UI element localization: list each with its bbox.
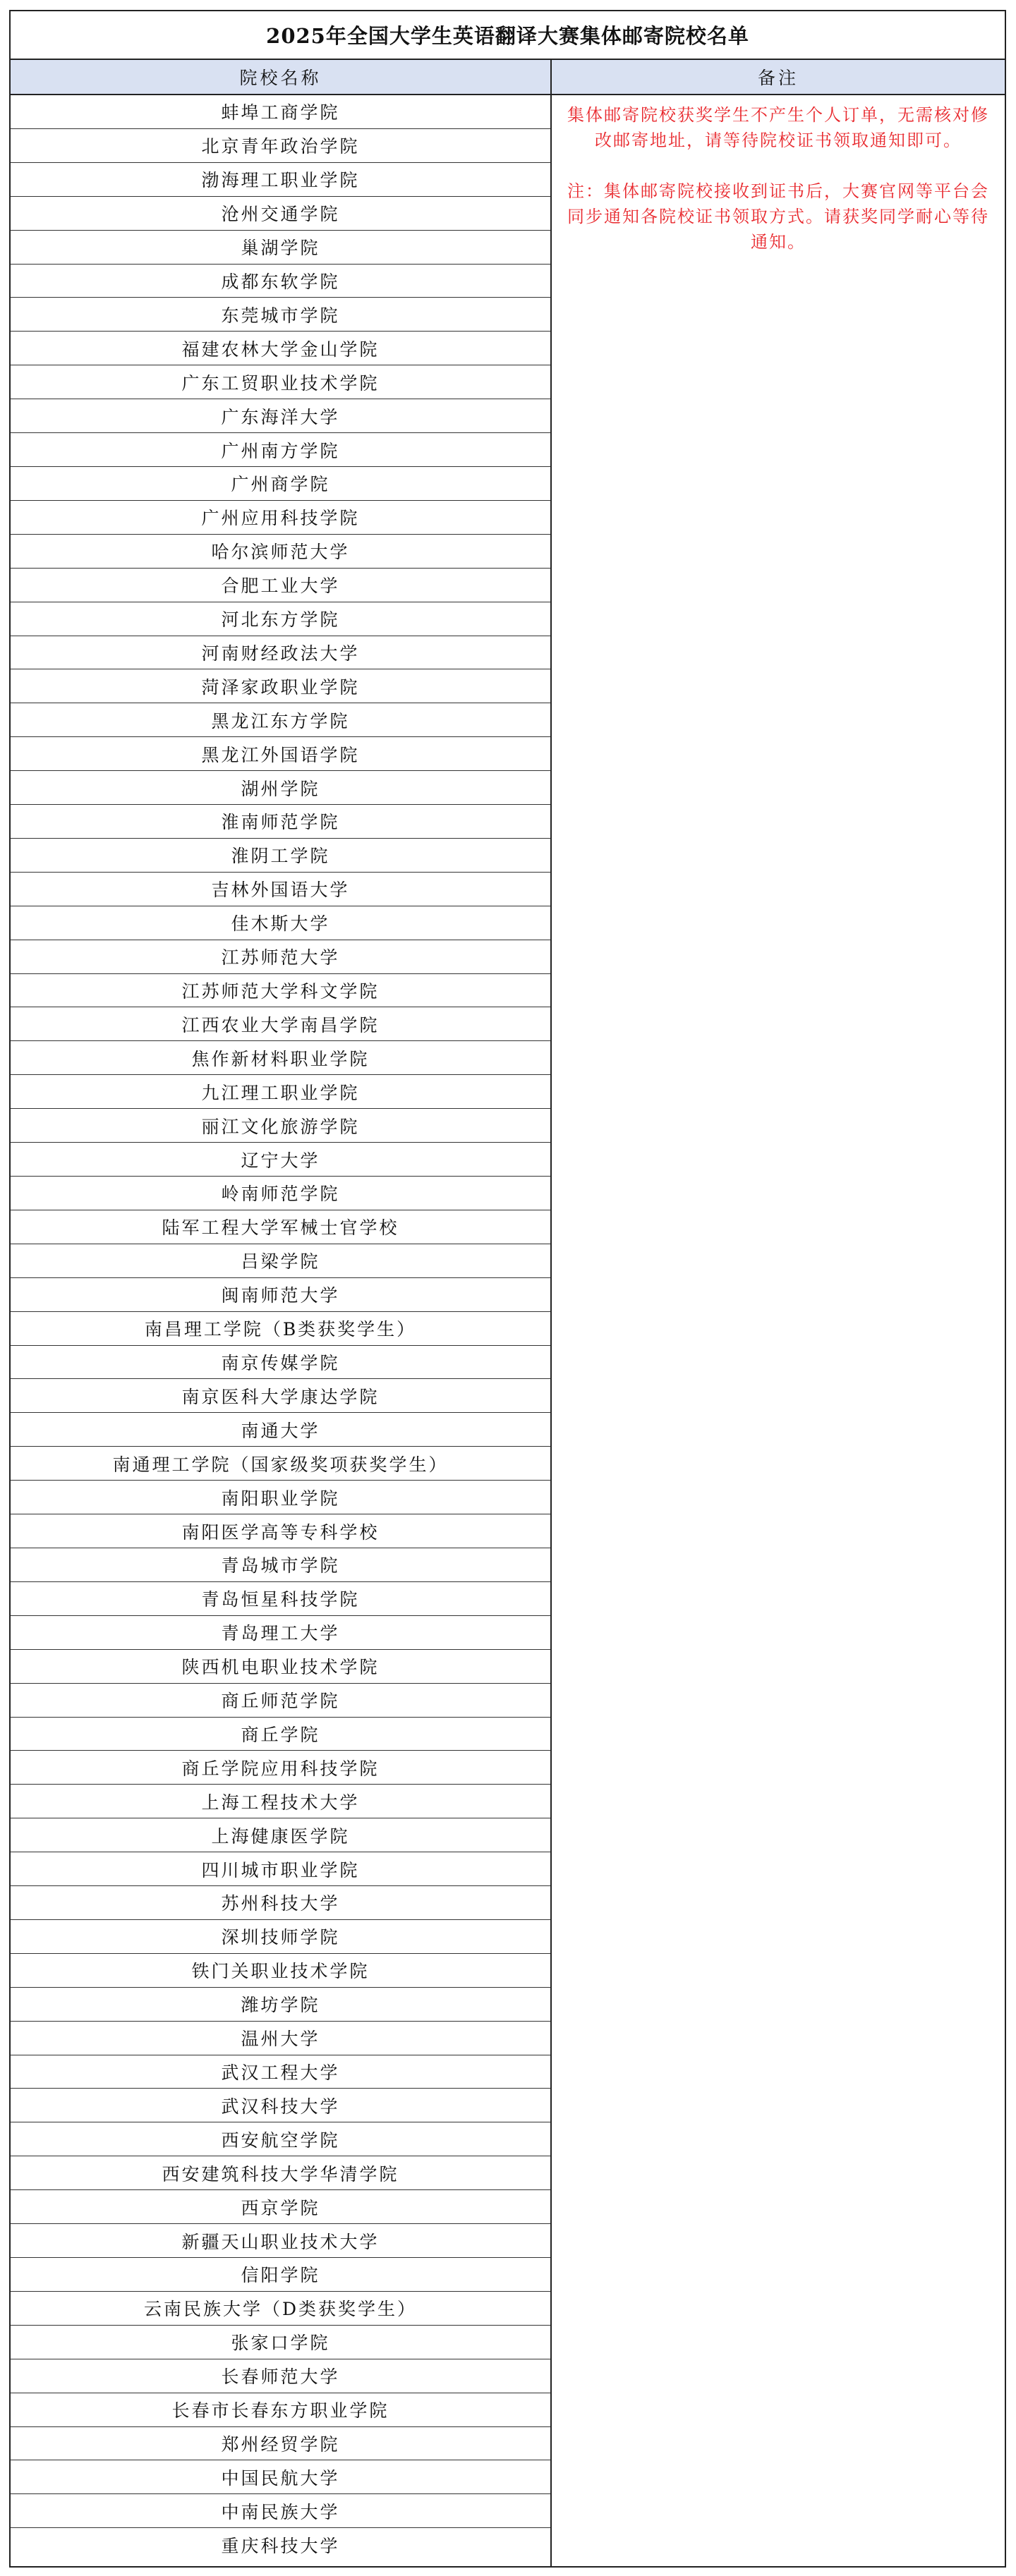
table-row: 南通理工学院（国家级奖项获奖学生） xyxy=(11,1447,550,1481)
table-row: 合肥工业大学 xyxy=(11,569,550,602)
table-row: 西京学院 xyxy=(11,2190,550,2224)
school-list-table xyxy=(9,10,1006,2568)
table-row: 南京传媒学院 xyxy=(11,1346,550,1380)
table-row: 长春市长春东方职业学院 xyxy=(11,2393,550,2427)
table-row: 北京青年政治学院 xyxy=(11,129,550,163)
table-row: 信阳学院 xyxy=(11,2258,550,2292)
table-row: 西安建筑科技大学华清学院 xyxy=(11,2156,550,2190)
table-row: 河南财经政法大学 xyxy=(11,636,550,670)
table-row: 陆军工程大学军械士官学校 xyxy=(11,1210,550,1244)
table-row: 巢湖学院 xyxy=(11,231,550,265)
table-row: 上海健康医学院 xyxy=(11,1818,550,1852)
table-row: 淮阴工学院 xyxy=(11,839,550,873)
table-row: 广州应用科技学院 xyxy=(11,501,550,535)
table-row: 黑龙江东方学院 xyxy=(11,703,550,737)
table-row: 南通大学 xyxy=(11,1413,550,1447)
header-school-name: 院校名称 xyxy=(11,60,552,94)
table-row: 岭南师范学院 xyxy=(11,1177,550,1210)
table-row: 江西农业大学南昌学院 xyxy=(11,1007,550,1041)
table-row: 武汉工程大学 xyxy=(11,2055,550,2089)
table-row: 商丘学院 xyxy=(11,1718,550,1751)
table-row: 河北东方学院 xyxy=(11,602,550,636)
table-body xyxy=(11,95,1005,2566)
table-row: 中南民族大学 xyxy=(11,2494,550,2528)
table-row: 福建农林大学金山学院 xyxy=(11,332,550,365)
table-row: 中国民航大学 xyxy=(11,2460,550,2494)
table-row: 渤海理工职业学院 xyxy=(11,163,550,197)
table-row: 江苏师范大学 xyxy=(11,940,550,974)
header-note: 备注 xyxy=(757,68,799,88)
table-row: 广东工贸职业技术学院 xyxy=(11,365,550,399)
table-row: 西安航空学院 xyxy=(11,2122,550,2156)
table-row: 淮南师范学院 xyxy=(11,805,550,839)
table-row: 陕西机电职业技术学院 xyxy=(11,1650,550,1684)
table-row: 江苏师范大学科文学院 xyxy=(11,974,550,1008)
table-row: 广州南方学院 xyxy=(11,433,550,467)
table-row: 深圳技师学院 xyxy=(11,1920,550,1954)
table-row: 广州商学院 xyxy=(11,467,550,501)
table-row: 青岛恒星科技学院 xyxy=(11,1582,550,1616)
table-row: 潍坊学院 xyxy=(11,1988,550,2022)
note-paragraph: 注：集体邮寄院校接收到证书后，大赛官网等平台会同步通知各院校证书领取方式。请获奖同学耐心等待通知。 xyxy=(567,181,989,252)
table-row: 郑州经贸学院 xyxy=(11,2427,550,2461)
table-row: 温州大学 xyxy=(11,2022,550,2055)
table-row: 青岛城市学院 xyxy=(11,1548,550,1582)
page-title: 2025年全国大学生英语翻译大赛集体邮寄院校名单 xyxy=(11,11,1005,60)
table-header-row xyxy=(11,60,1005,95)
school-name-column xyxy=(11,95,552,2566)
table-row: 青岛理工大学 xyxy=(11,1616,550,1650)
table-row: 商丘学院应用科技学院 xyxy=(11,1751,550,1785)
note-column xyxy=(552,95,1005,2566)
table-row: 苏州科技大学 xyxy=(11,1886,550,1920)
table-row: 商丘师范学院 xyxy=(11,1684,550,1718)
table-row: 新疆天山职业技术大学 xyxy=(11,2224,550,2258)
table-row: 哈尔滨师范大学 xyxy=(11,535,550,569)
table-row: 重庆科技大学 xyxy=(221,2536,340,2557)
table-row: 闽南师范大学 xyxy=(11,1278,550,1312)
table-row: 丽江文化旅游学院 xyxy=(11,1109,550,1143)
table-row: 吕梁学院 xyxy=(11,1244,550,1278)
table-row: 四川城市职业学院 xyxy=(11,1852,550,1886)
table-row: 云南民族大学（D类获奖学生） xyxy=(11,2292,550,2326)
table-row: 成都东软学院 xyxy=(11,265,550,298)
table-row: 沧州交通学院 xyxy=(11,197,550,231)
table-row: 长春师范大学 xyxy=(11,2359,550,2393)
table-row: 广东海洋大学 xyxy=(11,399,550,433)
table-row: 焦作新材料职业学院 xyxy=(11,1041,550,1075)
table-row: 湖州学院 xyxy=(11,771,550,805)
table-row: 蚌埠工商学院 xyxy=(11,95,550,129)
note-paragraph: 集体邮寄院校获奖学生不产生个人订单，无需核对修改邮寄地址，请等待院校证书领取通知即可。 xyxy=(567,105,989,150)
table-row: 南阳医学高等专科学校 xyxy=(11,1514,550,1548)
table-row: 张家口学院 xyxy=(11,2326,550,2359)
table-row: 铁门关职业技术学院 xyxy=(11,1954,550,1988)
table-row: 黑龙江外国语学院 xyxy=(11,737,550,771)
table-row: 武汉科技大学 xyxy=(11,2089,550,2122)
table-row: 南阳职业学院 xyxy=(11,1481,550,1514)
table-row: 南昌理工学院（B类获奖学生） xyxy=(11,1312,550,1346)
table-row: 东莞城市学院 xyxy=(11,298,550,332)
table-row: 菏泽家政职业学院 xyxy=(11,669,550,703)
table-row: 上海工程技术大学 xyxy=(11,1785,550,1818)
table-row: 佳木斯大学 xyxy=(11,906,550,940)
table-row: 九江理工职业学院 xyxy=(11,1075,550,1109)
table-row: 辽宁大学 xyxy=(11,1143,550,1177)
table-row: 南京医科大学康达学院 xyxy=(11,1379,550,1413)
table-row: 吉林外国语大学 xyxy=(11,873,550,906)
